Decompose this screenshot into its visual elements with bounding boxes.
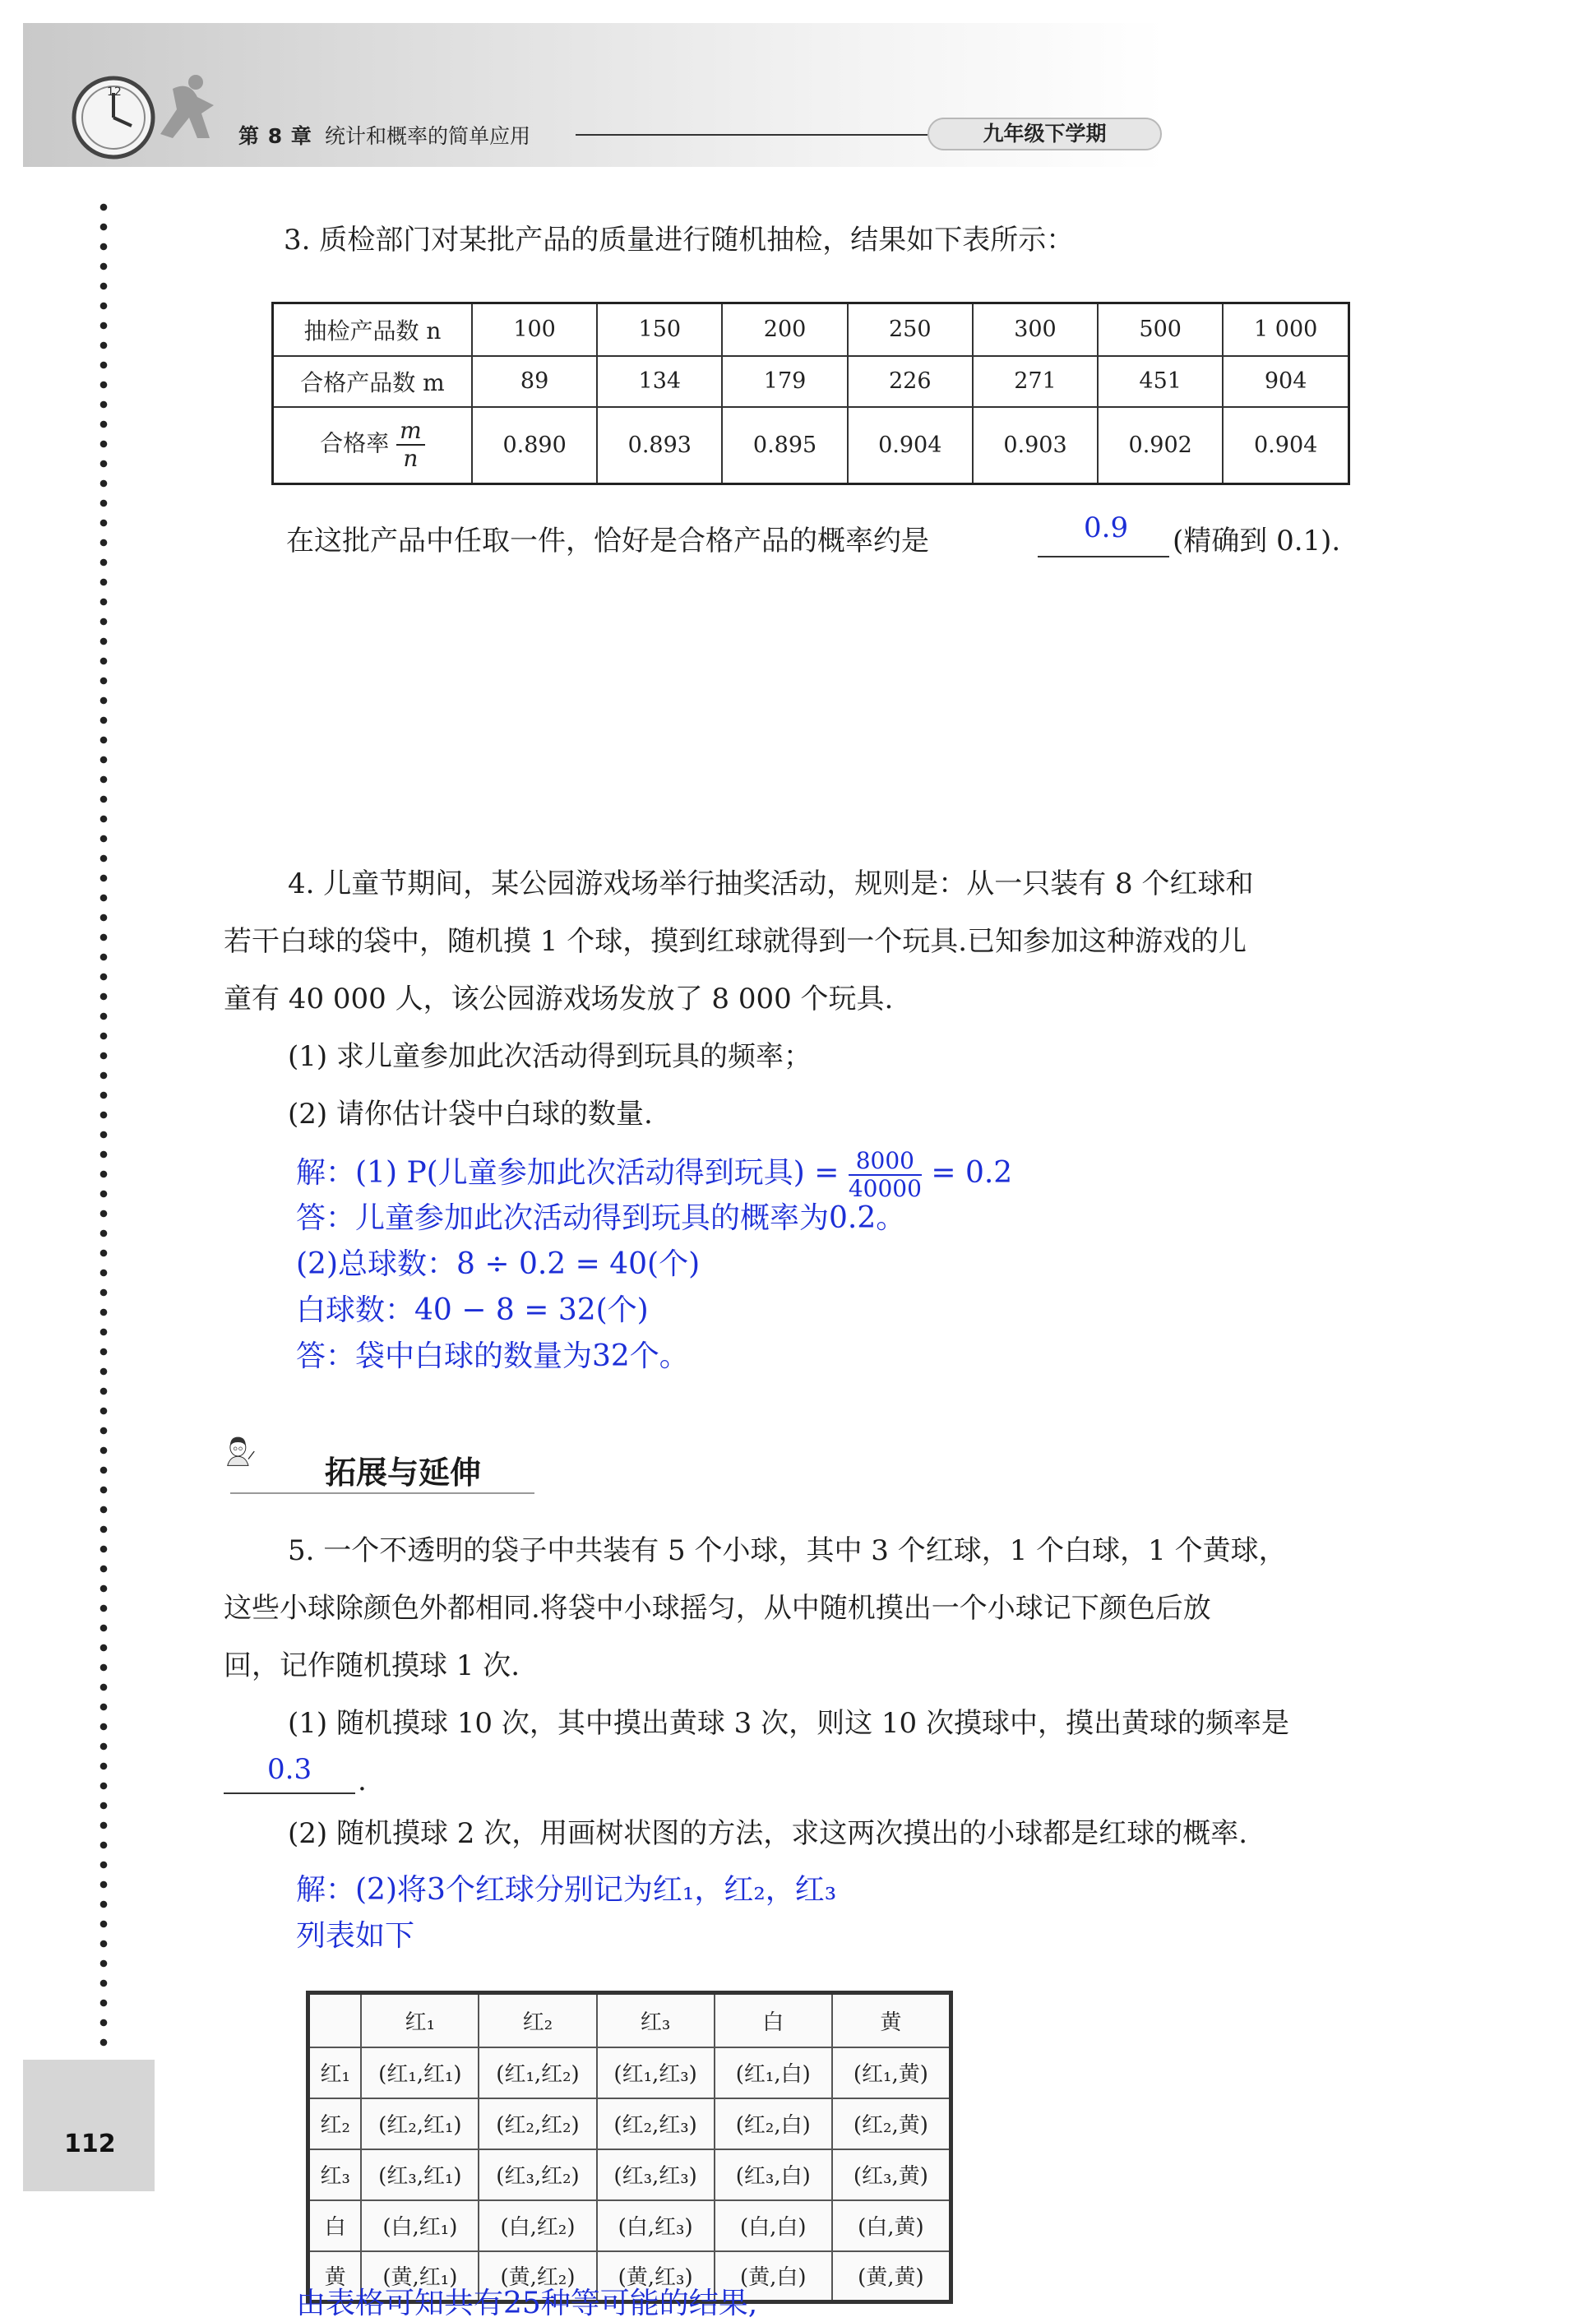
compass-runner-logo-icon <box>58 72 247 171</box>
chapter-title: 统计和概率的简单应用 <box>325 124 531 148</box>
q4-solution-line-1 <box>296 1149 1012 1200</box>
q5-sub-2: (2) 随机摸球 2 次，用画树状图的方法，求这两次摸出的小球都是红球的概率. <box>288 1817 1248 1850</box>
q5-cell: (红₂,红₂) <box>479 2098 596 2149</box>
q4-line-2: 若干白球的袋中，随机摸 1 个球，摸到红球就得到一个玩具.已知参加这种游戏的儿 <box>224 925 1247 958</box>
q5-header-cell: 红₂ <box>479 1993 596 2047</box>
q5-cell: (红₃,黄) <box>832 2149 951 2200</box>
q5-sub-1-answer: 0.3 <box>267 1753 312 1786</box>
q5-header-cell: 黄 <box>832 1993 951 2047</box>
q3-cell: 0.895 <box>722 407 847 484</box>
q5-cell: (红₂,黄) <box>832 2098 951 2149</box>
q3-cell: 1 000 <box>1223 303 1349 356</box>
q5-cell: (黄,红₁) <box>361 2251 479 2302</box>
q3-cell: 0.893 <box>597 407 722 484</box>
q5-sub-1: (1) 随机摸球 10 次，其中摸出黄球 3 次，则这 10 次摸球中，摸出黄球的频率是 <box>288 1707 1289 1740</box>
teacher-illustration-icon <box>224 1402 322 1501</box>
q5-cell: (黄,白) <box>715 2251 832 2302</box>
section-title: 拓展与延伸 <box>325 1455 482 1491</box>
q5-cell: (红₁,红₃) <box>597 2047 715 2098</box>
q4-solution-line-2: 答：儿童参加此次活动得到玩具的概率为0.2。 <box>296 1201 906 1235</box>
q5-row-label: 黄 <box>308 2251 362 2302</box>
q3-cell: 134 <box>597 356 722 407</box>
q5-sub-1-end: . <box>358 1765 367 1797</box>
q4-line-1: 4. 儿童节期间，某公园游戏场举行抽奖活动，规则是：从一只装有 8 个红球和 <box>288 867 1254 900</box>
q5-cell: (红₃,红₃) <box>597 2149 715 2200</box>
page-number: 112 <box>64 2130 116 2158</box>
q3-cell: 0.904 <box>848 407 973 484</box>
q5-cell: (红₁,红₂) <box>479 2047 596 2098</box>
q5-line-3: 回，记作随机摸球 1 次. <box>224 1649 520 1682</box>
svg-text:12: 12 <box>107 86 122 99</box>
q3-rate-label: 合格率 <box>320 429 390 457</box>
q4-sol-fraction <box>849 1149 922 1200</box>
q3-row-label-m: 合格产品数 m <box>273 356 473 407</box>
q5-cell: (红₁,黄) <box>832 2047 951 2098</box>
q5-solution-line-3: 由表格可知共有25种等可能的结果, <box>296 2287 758 2320</box>
q3-cell: 150 <box>597 303 722 356</box>
q5-cell: (白,白) <box>715 2200 832 2251</box>
q5-row-label: 红₁ <box>308 2047 362 2098</box>
q3-cell: 0.904 <box>1223 407 1349 484</box>
q4-sol-1-before: 解：(1) P(儿童参加此次活动得到玩具) = <box>296 1156 840 1190</box>
q4-sub-1: (1) 求儿童参加此次活动得到玩具的频率； <box>288 1040 812 1073</box>
q3-row-label-rate <box>273 407 473 484</box>
q4-solution-line-3: (2)总球数：8 ÷ 0.2 = 40(个) <box>296 1247 701 1281</box>
q5-header-cell <box>308 1993 362 2047</box>
q3-cell: 226 <box>848 356 973 407</box>
q4-sub-2: (2) 请你估计袋中白球的数量. <box>288 1098 653 1131</box>
q3-row-label-n: 抽检产品数 n <box>273 303 473 356</box>
chapter-number: 第 8 章 <box>238 124 312 148</box>
q4-sol-1-after: = 0.2 <box>931 1156 1013 1190</box>
q5-cell: (红₁,白) <box>715 2047 832 2098</box>
q5-cell: (红₃,白) <box>715 2149 832 2200</box>
q5-cell: (红₂,红₃) <box>597 2098 715 2149</box>
q3-question: 在这批产品中任取一件，恰好是合格产品的概率约是 <box>286 525 929 557</box>
q3-cell: 250 <box>848 303 973 356</box>
page-number-box <box>23 2060 155 2191</box>
q3-precision-note: (精确到 0.1). <box>1173 525 1341 557</box>
q3-cell: 0.903 <box>973 407 1098 484</box>
q3-cell: 179 <box>722 356 847 407</box>
q4-solution-line-5: 答：袋中白球的数量为32个。 <box>296 1339 689 1373</box>
frac-den: 40000 <box>848 1175 922 1202</box>
q5-row-label: 红₂ <box>308 2098 362 2149</box>
q5-header-cell: 白 <box>715 1993 832 2047</box>
q3-table <box>271 302 1350 485</box>
q5-cell: (黄,黄) <box>832 2251 951 2302</box>
section-rule <box>230 1492 534 1494</box>
q4-line-3: 童有 40 000 人，该公园游戏场发放了 8 000 个玩具. <box>224 983 894 1015</box>
q3-answer: 0.9 <box>1084 511 1129 544</box>
q5-row-label: 红₃ <box>308 2149 362 2200</box>
q5-cell: (黄,红₂) <box>479 2251 596 2302</box>
q5-cell: (红₃,红₁) <box>361 2149 479 2200</box>
q4-solution-line-4: 白球数：40 − 8 = 32(个) <box>296 1293 649 1327</box>
q5-cell: (红₂,白) <box>715 2098 832 2149</box>
q5-cell: (白,红₁) <box>361 2200 479 2251</box>
q3-cell: 89 <box>472 356 597 407</box>
dotted-margin-line <box>99 197 109 2056</box>
q5-cell: (红₁,红₁) <box>361 2047 479 2098</box>
q5-cell: (红₃,红₂) <box>479 2149 596 2200</box>
q5-row-label: 白 <box>308 2200 362 2251</box>
q3-cell: 300 <box>973 303 1098 356</box>
q5-solution-line-2: 列表如下 <box>296 1919 415 1953</box>
q5-cell: (红₂,红₁) <box>361 2098 479 2149</box>
q3-cell: 200 <box>722 303 847 356</box>
header-rule <box>576 134 928 136</box>
q3-cell: 271 <box>973 356 1098 407</box>
q5-header-cell: 红₃ <box>597 1993 715 2047</box>
q5-cell: (白,黄) <box>832 2200 951 2251</box>
q5-header-cell: 红₁ <box>361 1993 479 2047</box>
q5-line-1: 5. 一个不透明的袋子中共装有 5 个小球，其中 3 个红球，1 个白球，1 个黄球， <box>288 1534 1287 1567</box>
frac-den: n <box>403 445 419 473</box>
grade-badge: 九年级下学期 <box>928 118 1162 150</box>
q3-cell: 100 <box>472 303 597 356</box>
q3-stem: 3. 质检部门对某批产品的质量进行随机抽检，结果如下表所示： <box>284 224 1075 257</box>
q5-cell: (黄,红₃) <box>597 2251 715 2302</box>
q3-cell: 0.902 <box>1098 407 1223 484</box>
q5-cell: (白,红₂) <box>479 2200 596 2251</box>
q5-solution-line-1: 解：(2)将3个红球分别记为红₁，红₂，红₃ <box>296 1873 837 1907</box>
q5-cell: (白,红₃) <box>597 2200 715 2251</box>
frac-num: m <box>396 419 425 446</box>
q3-rate-fraction <box>396 417 425 473</box>
q3-cell: 500 <box>1098 303 1223 356</box>
q3-cell: 904 <box>1223 356 1349 407</box>
frac-num: 8000 <box>849 1149 922 1176</box>
q5-outcome-table <box>306 1991 953 2304</box>
q5-line-2: 这些小球除颜色外都相同.将袋中小球摇匀，从中随机摸出一个小球记下颜色后放 <box>224 1592 1211 1625</box>
q3-cell: 451 <box>1098 356 1223 407</box>
q3-cell: 0.890 <box>472 407 597 484</box>
